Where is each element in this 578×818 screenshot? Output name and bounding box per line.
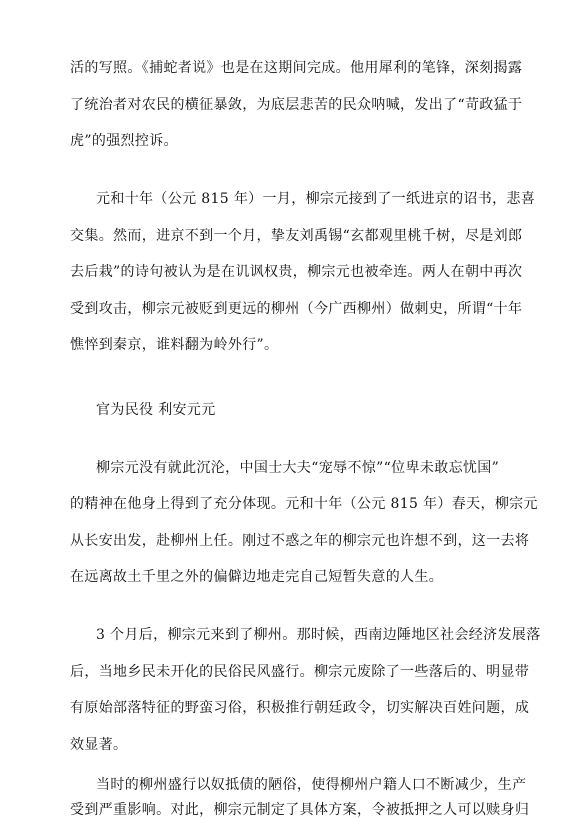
text-line: 3 个月后，柳宗元来到了柳州。那时候，西南边陲地区社会经济发展落 — [96, 627, 541, 643]
text-line: 的精神在他身上得到了充分体现。元和十年（公元 815 年）春天，柳宗元 — [70, 496, 538, 512]
heading-text: 官为民役 利安元元 — [96, 402, 216, 418]
text-line: 交集。然而，进京不到一个月，挚友刘禹锡“玄都观里桃千树，尽是刘郎 — [70, 228, 523, 244]
text-line: 当时的柳州盛行以奴抵债的陋俗，使得柳州户籍人口不断减少，生产 — [96, 777, 527, 793]
text-line: 受到严重影响。对此，柳宗元制定了具体方案，令被抵押之人可以赎身归 — [70, 802, 530, 818]
text-line: 虎”的强烈控诉。 — [70, 133, 178, 149]
text-line: 活的写照。《捕蛇者说》也是在这期间完成。他用犀利的笔锋，深刻揭露 — [70, 60, 523, 76]
text-line: 了统治者对农民的横征暴敛，为底层悲苦的民众呐喊，发出了“苛政猛于 — [70, 97, 523, 113]
text-line: 憔悴到秦京，谁料翻为岭外行”。 — [70, 337, 279, 353]
text-line: 效显著。 — [70, 737, 128, 753]
text-line: 柳宗元没有就此沉沦，中国士大夫“宠辱不惊”“位卑未敢忘忧国” — [96, 460, 500, 476]
text-line: 后，当地乡民未开化的民俗民风盛行。柳宗元废除了一些落后的、明显带 — [70, 664, 530, 680]
text-line: 从长安出发，赴柳州上任。刚过不惑之年的柳宗元也许想不到，这一去将 — [70, 533, 530, 549]
text-line: 受到攻击，柳宗元被贬到更远的柳州（今广西柳州）做刺史，所谓“十年 — [70, 301, 523, 317]
text-line: 有原始部落特征的野蛮习俗，积极推行朝廷政令，切实解决百姓问题，成 — [70, 700, 530, 716]
text-line: 元和十年（公元 815 年）一月，柳宗元接到了一纸进京的诏书，悲喜 — [96, 191, 536, 207]
text-line: 去后栽”的诗句被认为是在讥讽权贵，柳宗元也被牵连。两人在朝中再次 — [70, 264, 523, 280]
text-line: 在远离故土千里之外的偏僻边地走完自己短暂失意的人生。 — [70, 569, 444, 585]
